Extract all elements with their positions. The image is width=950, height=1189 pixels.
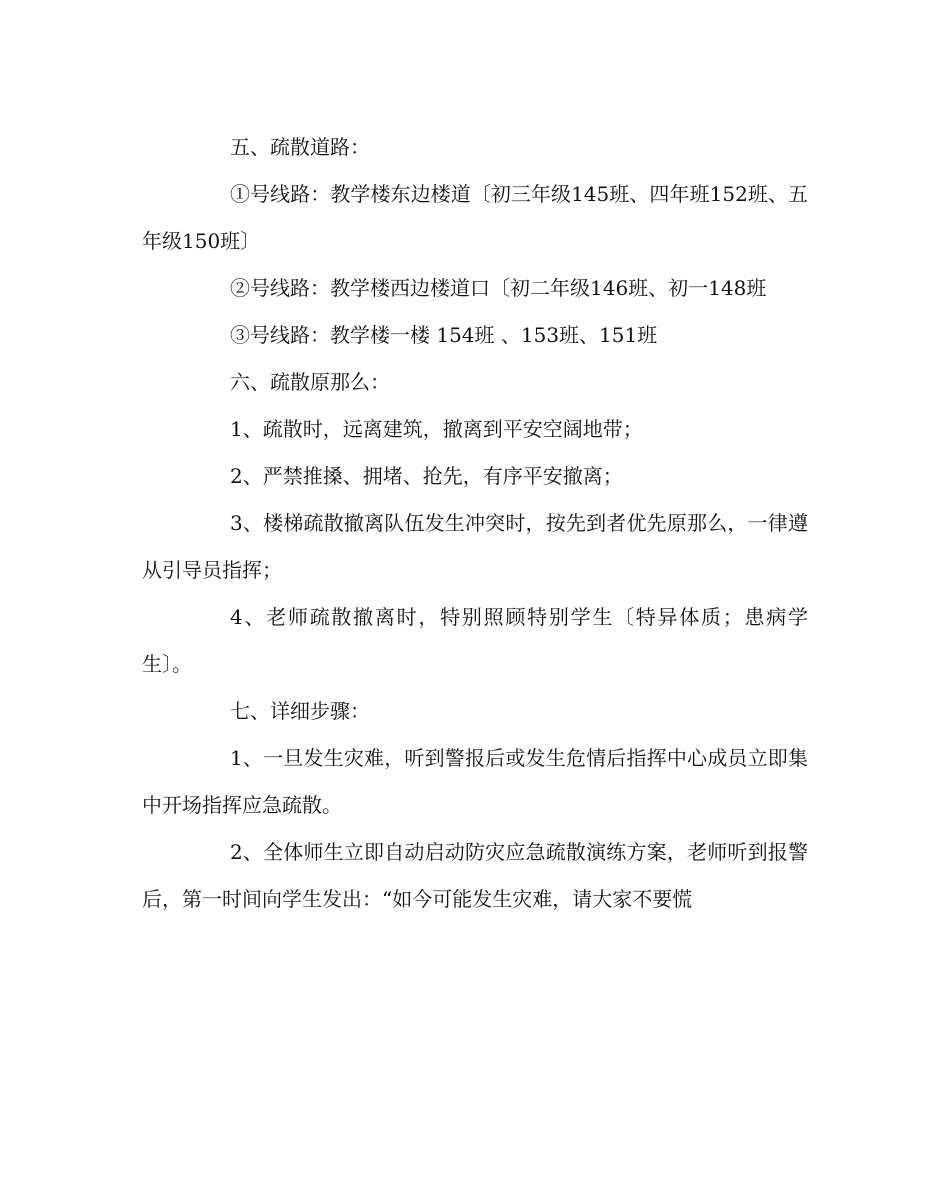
route-3-paragraph: ③号线路：教学楼一楼 154班 、153班、151班: [230, 323, 658, 347]
route-2-paragraph: ②号线路：教学楼西边楼道口〔初二年级146班、初一148班: [230, 276, 767, 300]
step-1-paragraph: 1、一旦发生灾难，听到警报后或发生危情后指挥中心成员立即集中开场指挥应急疏散。: [142, 746, 808, 817]
section-heading-detailed-steps: 七、详细步骤：: [230, 699, 370, 723]
section-heading-evacuation-routes: 五、疏散道路：: [230, 135, 370, 159]
principle-2-paragraph: 2、严禁推搡、拥堵、抢先，有序平安撤离；: [230, 464, 623, 488]
principle-4-paragraph: 4、老师疏散撤离时，特别照顾特别学生〔特异体质；患病学生〕。: [142, 605, 808, 676]
principle-3-paragraph: 3、楼梯疏散撤离队伍发生冲突时，按先到者优先原那么，一律遵从引导员指挥；: [142, 511, 808, 582]
document-body: [142, 124, 808, 923]
route-1-paragraph: ①号线路：教学楼东边楼道〔初三年级145班、四年班152班、五年级150班〕: [142, 182, 808, 253]
step-2-paragraph: 2、全体师生立即自动启动防灾应急疏散演练方案，老师听到报警后，第一时间向学生发出：“如今可能发生灾难，请大家不要慌: [142, 840, 808, 911]
section-heading-evacuation-principles: 六、疏散原那么：: [230, 370, 390, 394]
principle-1-paragraph: 1、疏散时，远离建筑，撤离到平安空阔地带；: [230, 417, 643, 441]
